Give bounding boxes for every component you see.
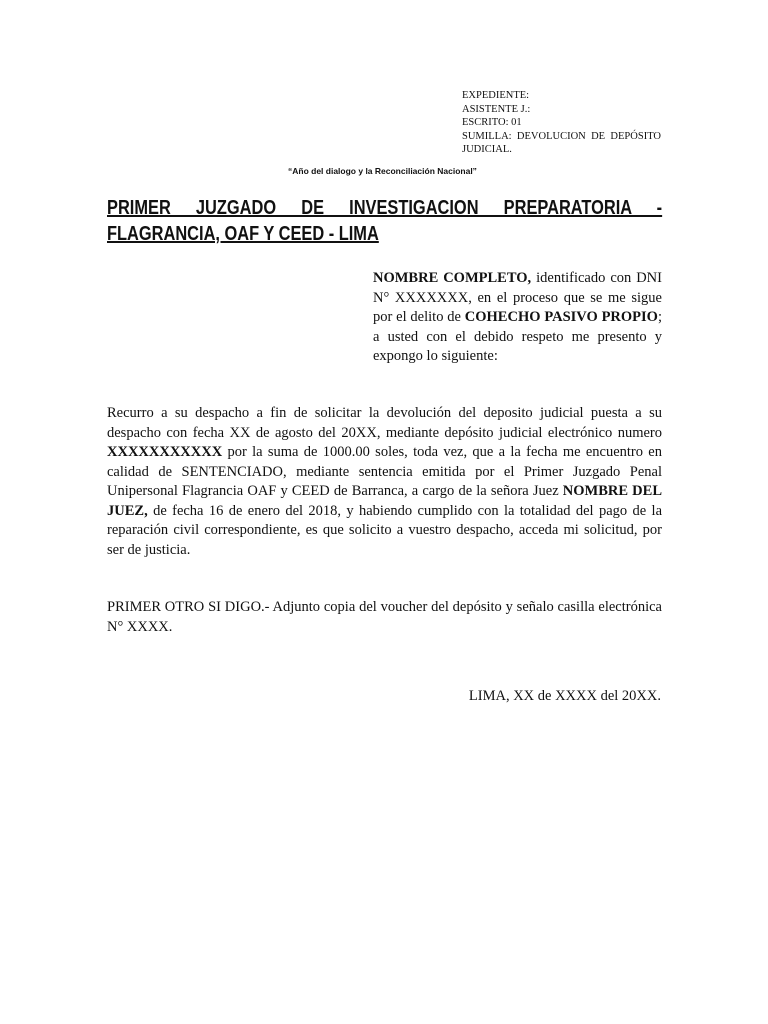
sumilla-label: SUMILLA: DEVOLUCION DE DEPÓSITO JUDICIAL.	[462, 130, 661, 155]
judge-name: NOMBRE DEL JUEZ,	[107, 483, 662, 519]
body-paragraph	[107, 404, 662, 560]
otro-si-paragraph: PRIMER OTRO SI DIGO.- Adjunto copia del voucher del depósito y señalo casilla electrónica N° XXXX.	[107, 599, 662, 635]
crime-name: COHECHO PASIVO PROPIO	[464, 309, 658, 325]
asistente-label: ASISTENTE J.:	[462, 103, 531, 115]
court-title-line2: FLAGRANCIA, OAF Y CEED - LIMA	[107, 223, 379, 245]
escrito-label: ESCRITO: 01	[462, 117, 522, 128]
body-text-2: por la suma de 1000.00 soles, toda vez, que a la fecha me encuentro en calidad de SENTENCIADO, mediante sentencia emitida por el Primer Juzgado Penal Unipersonal Flagrancia OAF y CEED de Barranca, a cargo de la señora Juez	[107, 444, 662, 499]
intro-text-2: ; a usted con el debido respeto me presento y expongo lo siguiente:	[373, 309, 662, 364]
court-title	[107, 195, 662, 247]
year-motto: “Año del dialogo y la Reconciliación Nacional”	[288, 166, 477, 176]
case-header	[462, 89, 661, 157]
intro-text-1: identificado con DNI N° XXXXXXX, en el proceso que se me sigue por el delito de	[373, 270, 662, 325]
deposit-number: XXXXXXXXXXX	[107, 444, 223, 460]
expediente-label: EXPEDIENTE:	[462, 90, 530, 101]
intro-paragraph	[373, 269, 662, 367]
body-text-3: de fecha 16 de enero del 2018, y habiendo cumplido con la totalidad del pago de la reparación civil correspondiente, es que solicito a vuestro despacho, acceda mi solicitud, por ser de justicia.	[107, 502, 662, 558]
body-text-1: Recurro a su despacho a fin de solicitar la devolución del deposito judicial puesta a su despacho con fecha XX de agosto del 20XX, mediante depósito judicial electrónico numero	[107, 405, 662, 441]
court-title-line1: PRIMER JUZGADO DE INVESTIGACION PREPARATORIA -	[107, 197, 663, 219]
place-date: LIMA, XX de XXXX del 20XX.	[468, 688, 661, 704]
petitioner-name: NOMBRE COMPLETO,	[373, 270, 532, 286]
